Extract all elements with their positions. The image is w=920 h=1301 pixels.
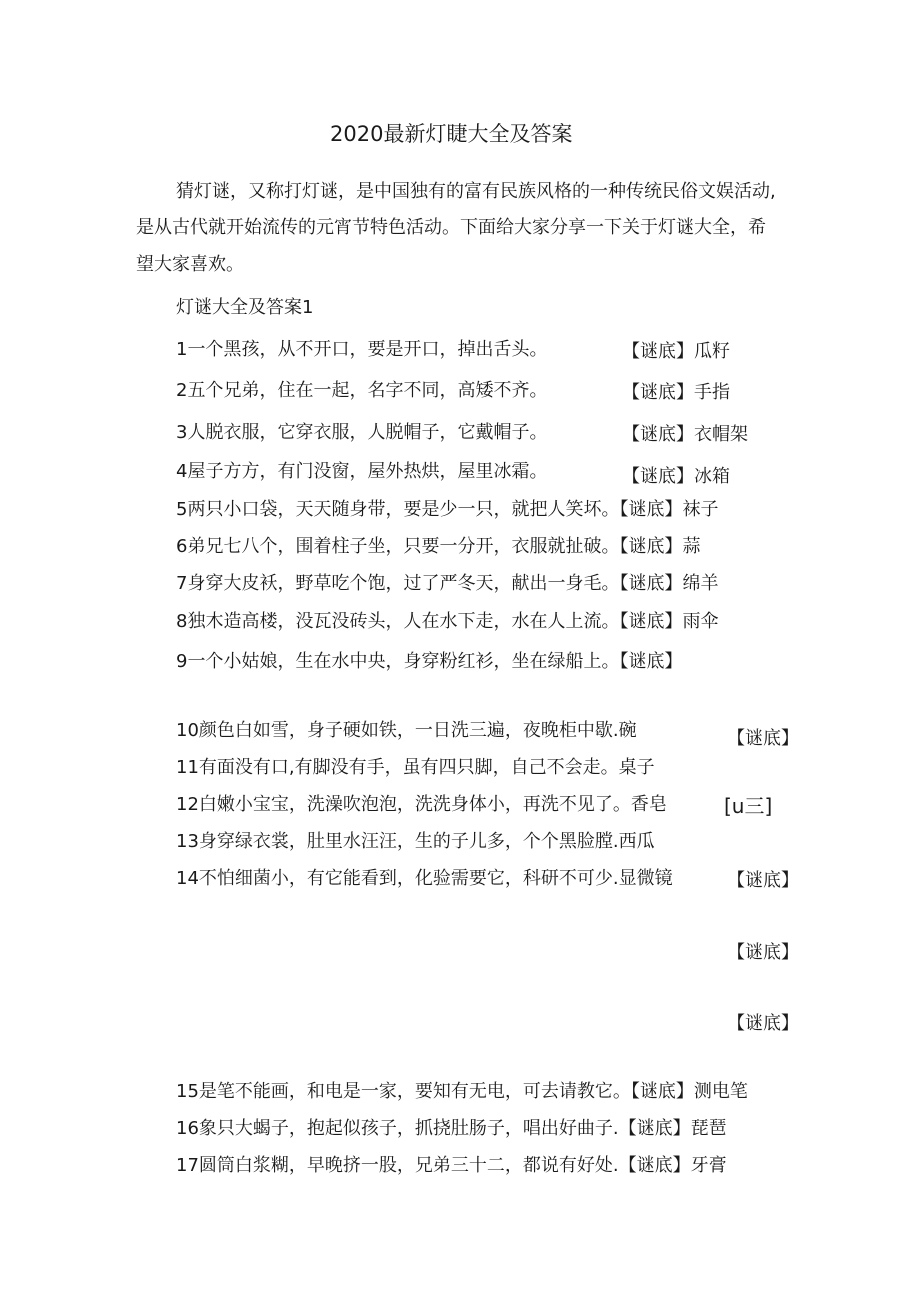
riddle-line: 3人脱衣服，它穿衣服，人脱帽子，它戴帽子。 bbox=[176, 422, 548, 443]
page-title: 2020最新灯睫大全及答案 bbox=[330, 122, 573, 146]
side-tag: 【谜底】 bbox=[727, 870, 799, 891]
side-tag: 【谜底】 bbox=[727, 1013, 799, 1034]
side-tag: [u三] bbox=[724, 794, 773, 818]
riddle-line: 12白嫩小宝宝，洗澡吹泡泡，洗洗身体小，再洗不见了。香皂 bbox=[176, 794, 667, 815]
riddle-line: 2五个兄弟，住在一起，名字不同，高矮不齐。 bbox=[176, 380, 548, 401]
riddle-line: 9一个小姑娘，生在水中央，身穿粉红衫，坐在绿船上。【谜底】 bbox=[176, 651, 683, 672]
intro-line: 望大家喜欢。 bbox=[136, 254, 244, 275]
riddle-line: 10颜色白如雪，身子硬如铁，一日洗三遍，夜晚柜中歇.碗 bbox=[176, 720, 637, 741]
riddle-answer-clipped bbox=[622, 462, 742, 487]
riddle-line: 14不怕细菌小，有它能看到，化验需要它，科研不可少.显微镜 bbox=[176, 868, 673, 889]
riddle-line: 17圆筒白浆糊，早晚挤一股，兄弟三十二，都说有好处.【谜底】牙膏 bbox=[176, 1155, 727, 1176]
riddle-line: 4屋子方方，有门没窗，屋外热烘，屋里冰霜。 bbox=[176, 461, 548, 482]
riddle-line: 1一个黑孩，从不开口，要是开口，掉出舌头。 bbox=[176, 339, 548, 360]
riddle-line: 11有面没有口,有脚没有手，虽有四只脚，自己不会走。桌子 bbox=[176, 757, 655, 778]
riddle-line: 7身穿大皮袄，野草吃个饱，过了严冬天，献出一身毛。【谜底】绵羊 bbox=[176, 573, 719, 594]
riddle-line: 6弟兄七八个，围着柱子坐，只要一分开，衣服就扯破。【谜底】蒜 bbox=[176, 536, 701, 557]
side-tag: 【谜底】 bbox=[727, 942, 799, 963]
riddle-answer: 【谜底】衣帽架 bbox=[622, 424, 748, 445]
side-tag: 【谜底】 bbox=[727, 728, 799, 749]
section-heading: 灯谜大全及答案1 bbox=[176, 297, 314, 318]
riddle-line: 15是笔不能画，和电是一家，要知有无电，可去请教它。【谜底】测电笔 bbox=[176, 1081, 748, 1102]
riddle-answer: 【谜底】冰箱 bbox=[622, 466, 730, 487]
riddle-line: 13身穿绿衣裳，肚里水汪汪，生的子儿多，个个黑脸膛.西瓜 bbox=[176, 831, 655, 852]
riddle-answer: 【谜底】手指 bbox=[622, 382, 730, 403]
riddle-line: 16象只大蝎子，抱起似孩子，抓挠肚肠子，唱出好曲子.【谜底】琵琶 bbox=[176, 1118, 727, 1139]
riddle-line: 5两只小口袋，天天随身带，要是少一只，就把人笑坏。【谜底】袜子 bbox=[176, 499, 719, 520]
intro-line: 猜灯谜，又称打灯谜，是中国独有的富有民族风格的一种传统民俗文娱活动, bbox=[176, 181, 776, 202]
riddle-line: 8独木造高楼，没瓦没砖头，人在水下走，水在人上流。【谜底】雨伞 bbox=[176, 611, 719, 632]
riddle-answer: 【谜底】瓜籽 bbox=[622, 341, 730, 362]
intro-line: 是从古代就开始流传的元宵节特色活动。下面给大家分享一下关于灯谜大全，希 bbox=[136, 217, 766, 238]
